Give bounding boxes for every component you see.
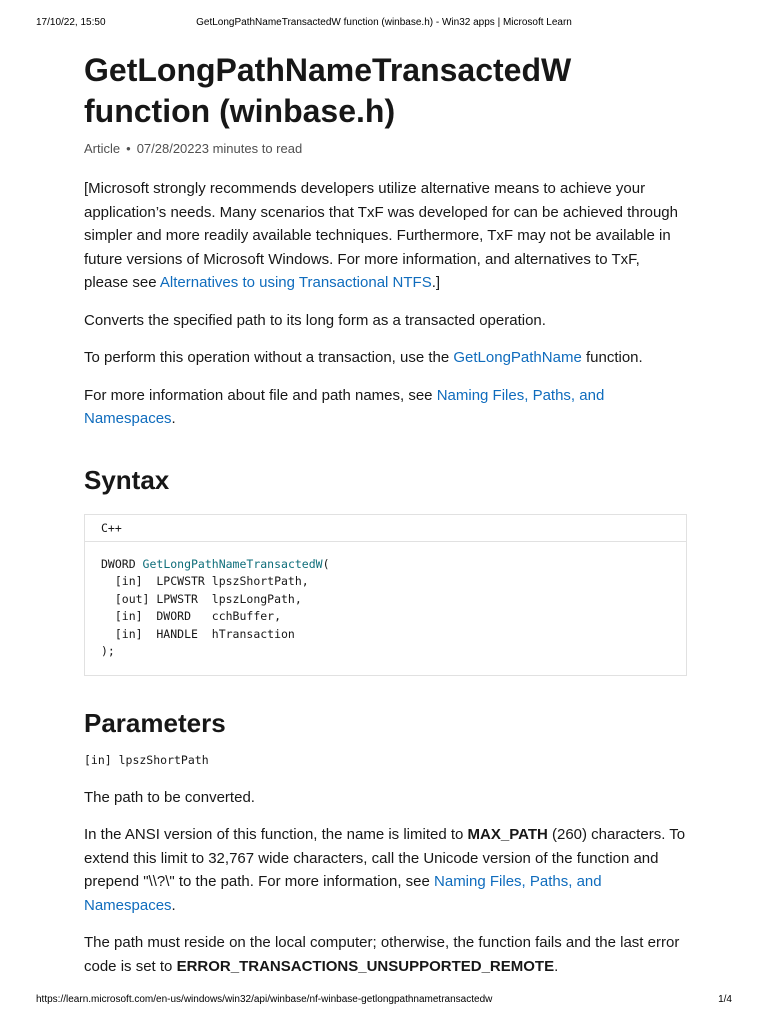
- param-description: The path to be converted.: [84, 788, 255, 806]
- page-title: [84, 50, 687, 132]
- code-param-line: [in] LPCWSTR lpszShortPath,: [101, 574, 309, 588]
- code-param-line: [out] LPWSTR lpszLongPath,: [101, 591, 302, 606]
- naming-files-link-2[interactable]: Naming Files, Paths, and Namespaces: [84, 873, 602, 914]
- error-code-term: ERROR_TRANSACTIONS_UNSUPPORTED_REMOTE: [176, 957, 555, 975]
- local-computer-paragraph: The path must reside on the local computer; otherwise, the function fails and the last error code is set to ERROR_TRANSACTIONS_UNSUPPORTED_REMOTE.: [84, 934, 680, 975]
- ansi-limit-paragraph: In the ANSI version of this function, the name is limited to MAX_PATH (260) characters. To extend this limit to 32,767 wide characters, call the Unicode version of the function and prepend "\\?\" to the path. For more information, see Naming Files, Paths, and Namespaces.: [84, 826, 686, 914]
- alternatives-txf-link[interactable]: Alternatives to using Transactional NTFS: [159, 274, 432, 291]
- naming-files-link[interactable]: Naming Files, Paths, and Namespaces: [84, 386, 605, 427]
- getlongpathname-link[interactable]: GetLongPathName: [453, 349, 582, 366]
- code-function-name: GetLongPathNameTransactedW: [142, 556, 323, 571]
- print-url: https://learn.microsoft.com/en-us/windows/win32/api/winbase/nf-winbase-getlongpathnametransactedw: [36, 994, 493, 1005]
- print-datetime: 17/10/22, 15:50: [36, 17, 106, 28]
- code-close: );: [101, 644, 115, 658]
- print-page-number: 1/4: [718, 994, 732, 1005]
- parameters-heading: Parameters: [84, 707, 226, 738]
- max-path-term: MAX_PATH: [467, 826, 548, 843]
- print-page-title: GetLongPathNameTransactedW function (winbase.h) - Win32 apps | Microsoft Learn: [196, 17, 572, 28]
- code-return-type: DWORD: [101, 556, 143, 571]
- print-header: [36, 17, 732, 31]
- code-param-line: [in] DWORD cchBuffer,: [101, 609, 282, 623]
- txf-warning-paragraph: [Microsoft strongly recommends developers utilize alternative means to achieve your application’s needs. Many scenarios that TxF was developed for can be achieved through simpler and more readily available techniques. Furthermore, TxF may not be available in future versions of Microsoft Windows. For more information, and alternatives to TxF, please see Alternatives to using Transactional NTFS.]: [84, 180, 678, 291]
- code-param-line: [in] HANDLE hTransaction: [101, 626, 295, 641]
- meta-date-readtime: 07/28/20223 minutes to read: [136, 141, 303, 156]
- more-info-paragraph: For more information about file and path names, see Naming Files, Paths, and Namespaces.: [84, 386, 605, 427]
- code-block: [84, 514, 687, 676]
- page-title-line1: GetLongPathNameTransactedW: [84, 52, 572, 88]
- description-paragraph: Converts the specified path to its long form as a transacted operation.: [84, 311, 546, 329]
- param-name-lpszshortpath: [in] lpszShortPath: [84, 752, 209, 767]
- meta-type: Article: [84, 141, 121, 156]
- article-meta: [84, 141, 687, 157]
- print-footer: [36, 994, 732, 1008]
- code-language-label: C++: [85, 515, 686, 542]
- syntax-heading: Syntax: [84, 464, 170, 495]
- without-transaction-paragraph: To perform this operation without a transaction, use the GetLongPathName function.: [84, 349, 643, 366]
- meta-separator: •: [126, 141, 131, 156]
- code-content[interactable]: DWORD GetLongPathNameTransactedW( [in] LPCWSTR lpszShortPath, [out] LPWSTR lpszLongPath, [in] DWORD cchBuffer, [in] HANDLE hTransaction );: [101, 556, 330, 658]
- page-title-line2: function (winbase.h): [84, 93, 396, 129]
- article-content: [84, 50, 687, 978]
